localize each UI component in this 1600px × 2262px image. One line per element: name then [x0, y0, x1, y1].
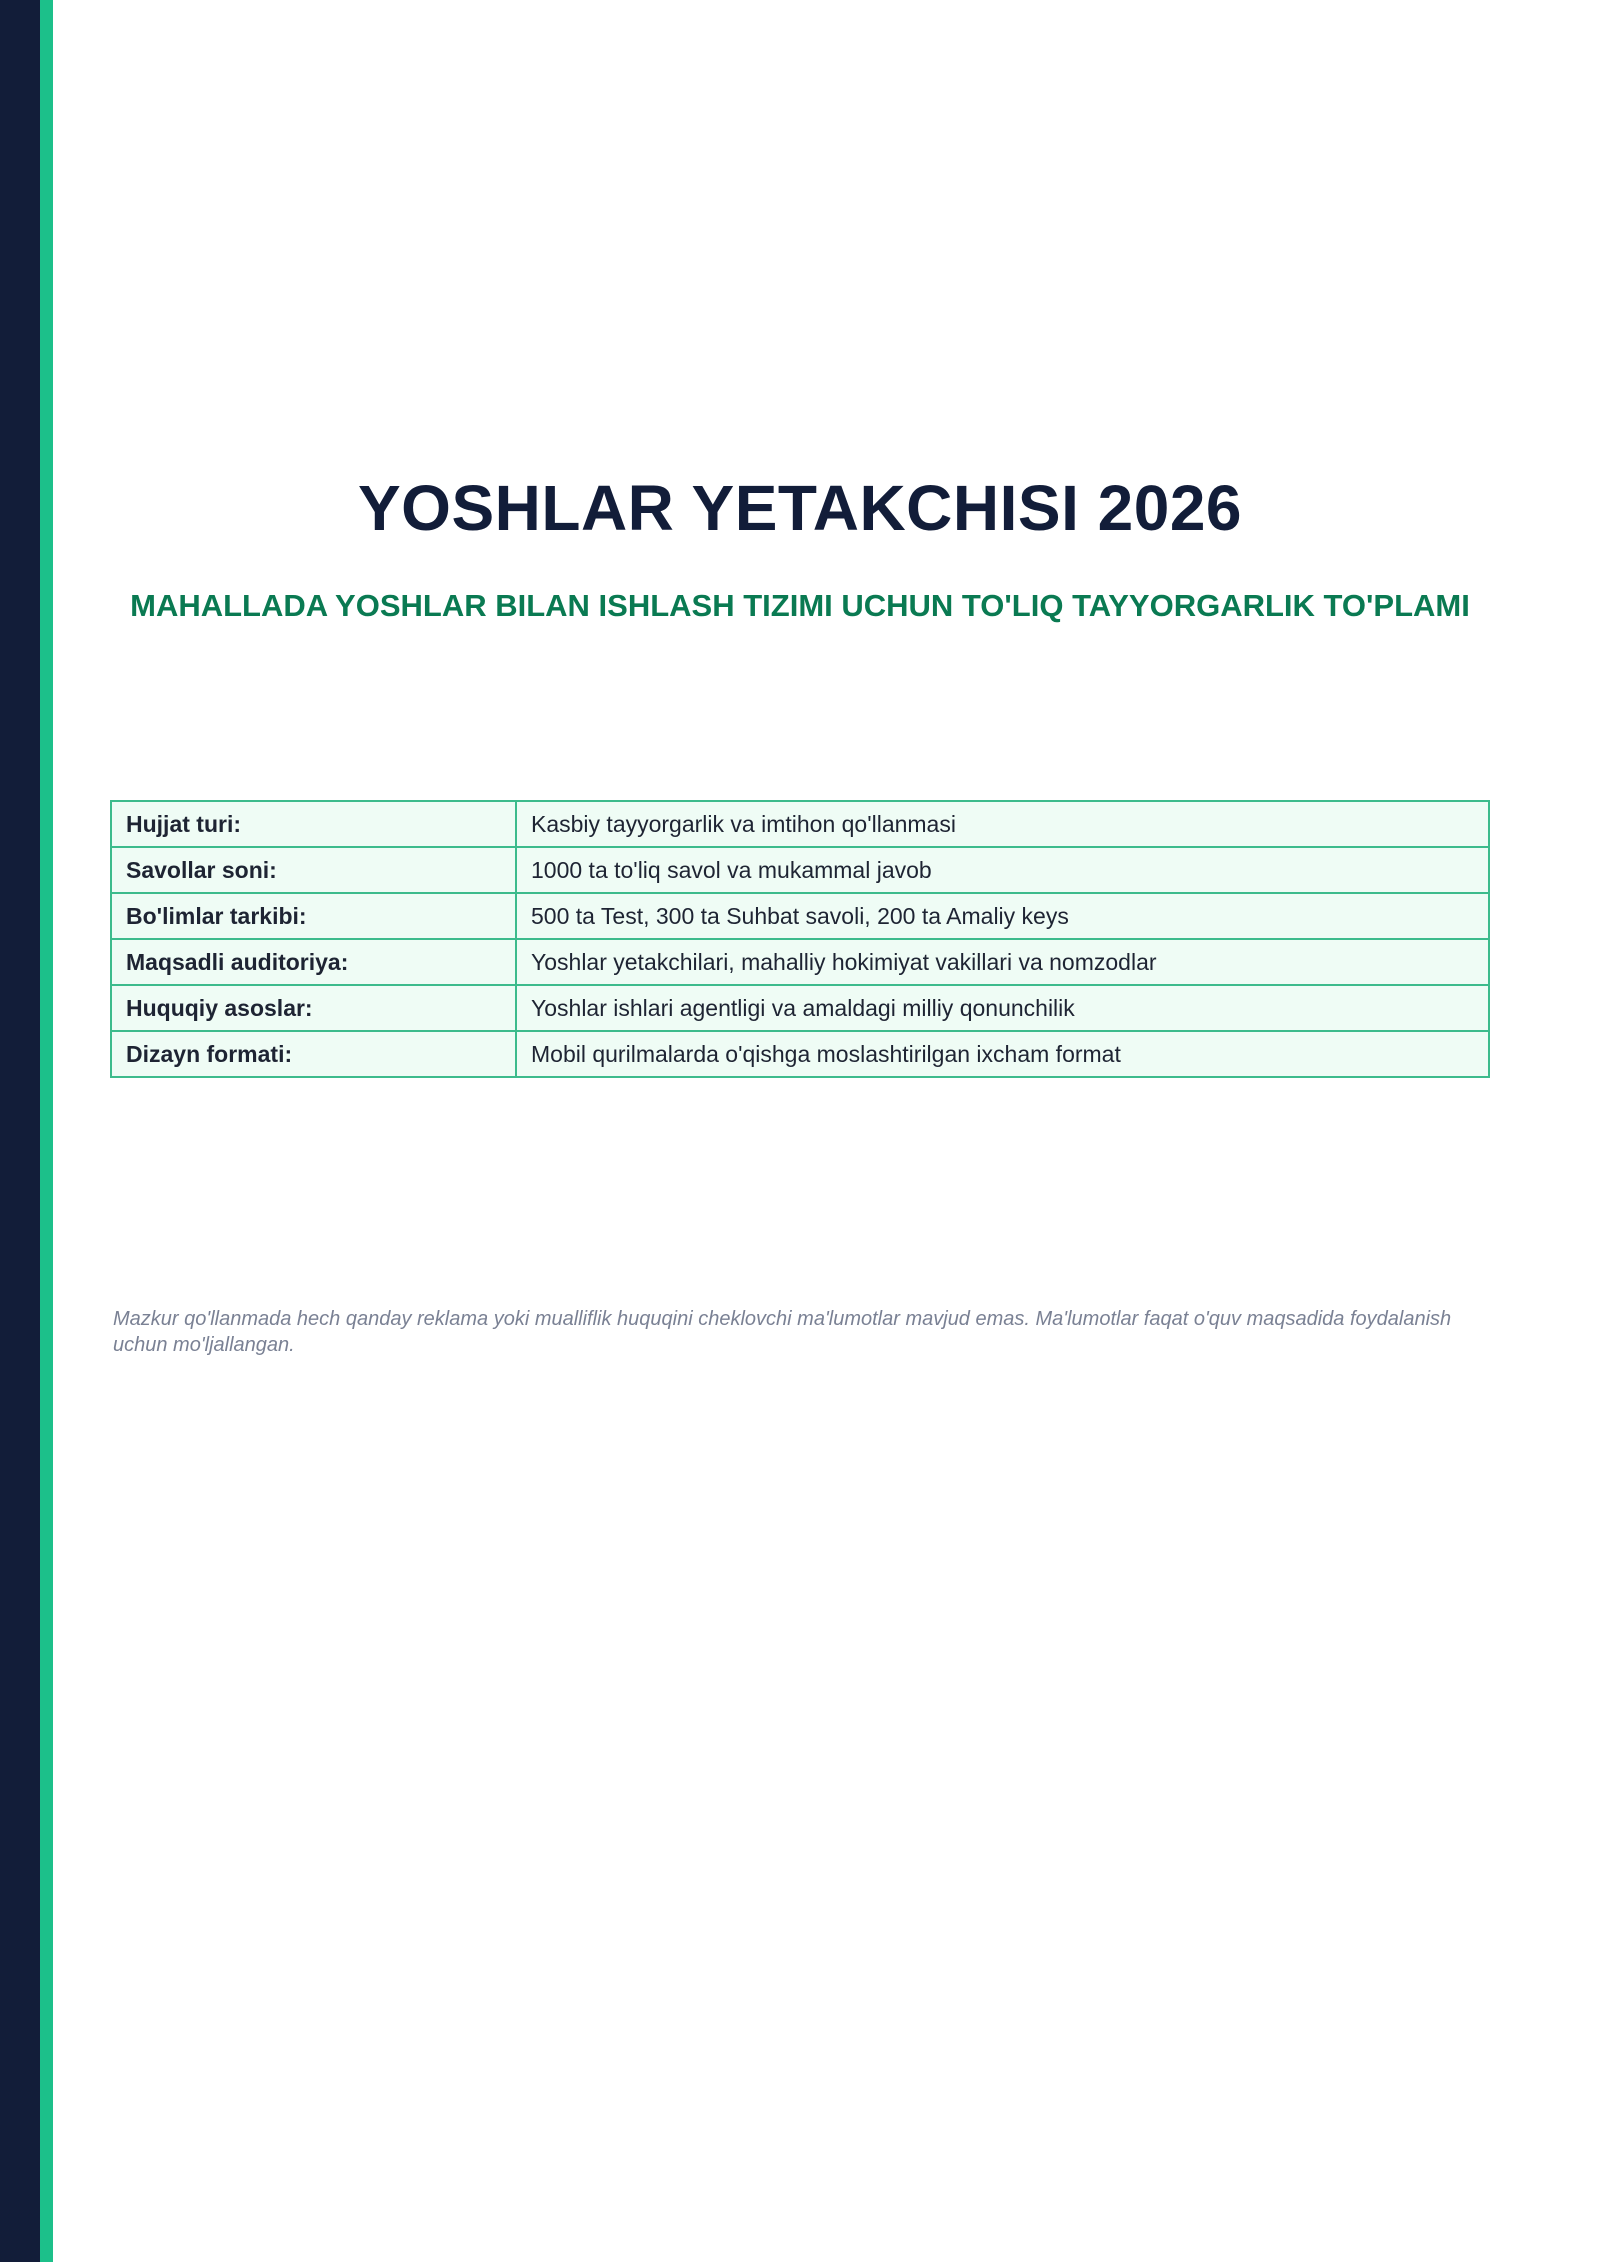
info-label: Maqsadli auditoriya:	[111, 939, 516, 985]
side-bar-accent	[40, 0, 53, 2262]
info-value: 1000 ta to'liq savol va mukammal javob	[516, 847, 1489, 893]
info-value: Kasbiy tayyorgarlik va imtihon qo'llanmasi	[516, 801, 1489, 847]
info-value: Mobil qurilmalarda o'qishga moslashtirilgan ixcham format	[516, 1031, 1489, 1077]
disclaimer-text: Mazkur qo'llanmada hech qanday reklama yoki mualliflik huquqini cheklovchi ma'lumotlar mavjud emas. Ma'lumotlar faqat o'quv maqsadida foydalanish uchun mo'ljallangan.	[113, 1308, 1452, 1356]
info-label: Hujjat turi:	[111, 801, 516, 847]
info-label: Huquqiy asoslar:	[111, 985, 516, 1031]
info-row-question-count	[111, 847, 1489, 893]
info-value: 500 ta Test, 300 ta Suhbat savoli, 200 ta Amaliy keys	[516, 893, 1489, 939]
info-row-document-type	[111, 801, 1489, 847]
info-label: Savollar soni:	[111, 847, 516, 893]
side-bar-dark	[0, 0, 40, 2262]
info-label: Bo'limlar tarkibi:	[111, 893, 516, 939]
info-value: Yoshlar yetakchilari, mahalliy hokimiyat vakillari va nomzodlar	[516, 939, 1489, 985]
info-row-target-audience	[111, 939, 1489, 985]
info-value: Yoshlar ishlari agentligi va amaldagi milliy qonunchilik	[516, 985, 1489, 1031]
info-label: Dizayn formati:	[111, 1031, 516, 1077]
document-info-table	[110, 800, 1490, 1078]
document-subtitle: MAHALLADA YOSHLAR BILAN ISHLASH TIZIMI UCHUN TO'LIQ TAYYORGARLIK TO'PLAMI	[130, 588, 1470, 623]
info-row-design-format	[111, 1031, 1489, 1077]
info-row-legal-basis	[111, 985, 1489, 1031]
document-title: YOSHLAR YETAKCHISI 2026	[357, 472, 1243, 544]
info-row-sections	[111, 893, 1489, 939]
